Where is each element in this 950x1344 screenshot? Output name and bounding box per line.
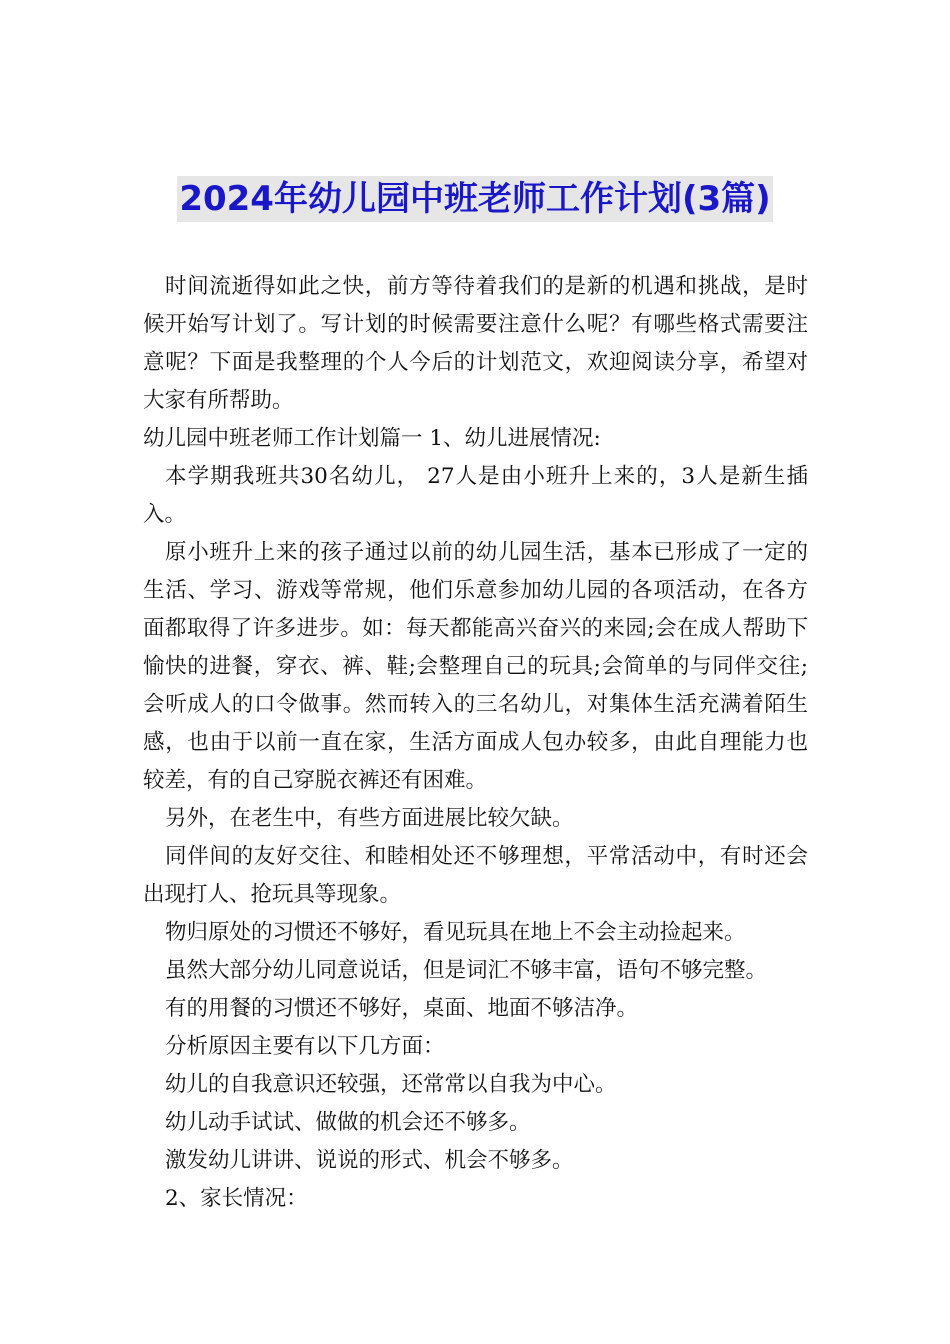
body-paragraph: 原小班升上来的孩子通过以前的幼儿园生活，基本已形成了一定的生活、学习、游戏等常规，他们乐意参加幼儿园的各项活动，在各方面都取得了许多进步。如：每天都能高兴奋兴的来园;会在成人帮助下愉快的进餐，穿衣、裤、鞋;会整理自己的玩具;会简单的与同伴交往;会听成人的口令做事。然而转入的三名幼儿，对集体生活充满着陌生感，也由于以前一直在家，生活方面成人包办较多，由此自理能力也较差，有的自己穿脱衣裤还有困难。 [143,540,808,793]
body-paragraph: 另外，在老生中，有些方面进展比较欠缺。 [165,806,574,831]
section-heading: 幼儿园中班老师工作计划篇一 1、幼儿进展情况: [143,426,601,451]
document-body [143,268,808,1218]
body-paragraph: 同伴间的友好交往、和睦相处还不够理想，平常活动中，有时还会出现打人、抢玩具等现象。 [143,844,808,907]
title-container [0,176,950,222]
body-paragraph: 有的用餐的习惯还不够好，桌面、地面不够洁净。 [165,996,639,1021]
body-paragraph: 虽然大部分幼儿同意说话，但是词汇不够丰富，语句不够完整。 [165,958,768,983]
body-paragraph: 2、家长情况： [165,1186,308,1211]
body-paragraph: 分析原因主要有以下几方面： [165,1034,445,1059]
intro-paragraph: 时间流逝得如此之快，前方等待着我们的是新的机遇和挑战，是时候开始写计划了。写计划的时候需要注意什么呢？有哪些格式需要注意呢？下面是我整理的个人今后的计划范文，欢迎阅读分享，希望对大家有所帮助。 [143,274,808,413]
body-paragraph: 激发幼儿讲讲、说说的形式、机会不够多。 [165,1148,574,1173]
body-paragraph: 物归原处的习惯还不够好，看见玩具在地上不会主动捡起来。 [165,920,746,945]
body-paragraph: 幼儿动手试试、做做的机会还不够多。 [165,1110,531,1135]
body-paragraph: 幼儿的自我意识还较强，还常常以自我为中心。 [165,1072,617,1097]
document-title: 2024年幼儿园中班老师工作计划(3篇) [177,176,772,222]
body-paragraph: 本学期我班共30名幼儿， 27人是由小班升上来的，3人是新生插入。 [143,464,808,527]
